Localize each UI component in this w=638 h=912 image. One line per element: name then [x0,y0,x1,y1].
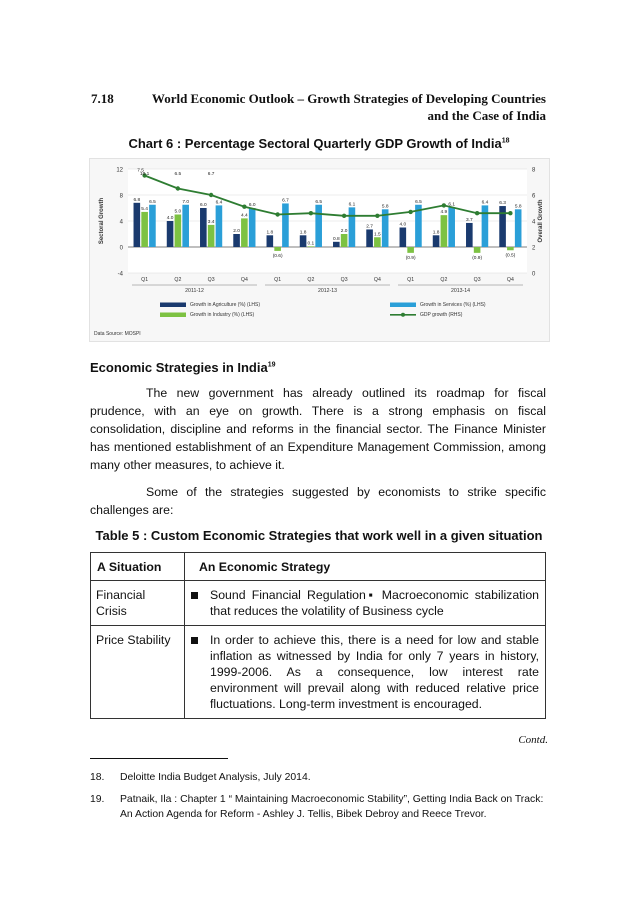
bar [233,234,240,247]
bar-label: 4.4 [241,213,248,219]
chart-title-footnote-ref: 18 [501,137,510,145]
top-label: 10.1 [139,172,150,177]
bar [216,205,223,247]
bar [208,225,215,247]
y-tick-left: 0 [119,245,123,252]
bar [441,215,448,247]
bar [366,229,373,247]
y-tick-left: 8 [119,193,123,200]
y-tick-left: 4 [119,219,123,226]
bar [175,215,182,248]
x-tick-label: Q2 [440,277,448,283]
year-label: 2013-14 [450,288,471,294]
running-title-line-2: and the Case of India [427,108,546,123]
y-tick-right: 8 [532,167,536,174]
x-tick-label: Q1 [274,277,282,283]
bar [308,246,315,247]
bar-label: 5.8 [514,204,522,210]
bullet-icon [191,637,198,644]
section-heading-text: Economic Strategies in India [90,360,268,375]
x-tick-label: Q1 [141,277,149,283]
bar [349,207,356,247]
running-header [91,90,546,124]
bar-label: 5.4 [141,206,148,212]
bar-label: (0.5) [505,253,516,259]
top-label: 6.5 [174,172,182,177]
x-tick-label: Q3 [473,277,481,283]
gdp-point [275,212,279,216]
y-tick-left: -4 [117,271,123,278]
y-tick-right: 4 [532,219,536,226]
gdp-point [342,214,346,218]
footnote-19 [90,792,550,822]
legend-marker [401,313,405,317]
x-tick-label: Q4 [506,277,514,283]
bar [274,247,281,251]
paragraph-2 [90,483,546,519]
y-axis-right-label: Overall Growth [538,199,544,243]
gdp-point [209,193,213,197]
bar [407,247,414,253]
bar [200,208,207,247]
bar-label: 1.8 [266,230,274,236]
top-label: 6.7 [207,172,215,177]
footnote-text: Deloitte India Budget Analysis, July 2014. [120,772,311,783]
bar-label: 4.0 [399,222,407,228]
table-title: Table 5 : Custom Economic Strategies that work well in a given situation [95,528,543,543]
bullet-item [189,587,539,619]
table-header-row [91,553,546,581]
bar [341,234,348,247]
x-tick-label: Q1 [407,277,415,283]
bar [300,235,307,247]
bar [134,203,141,247]
bar-label: 6.7 [282,198,289,204]
y-tick-right: 6 [532,193,536,200]
strategy-text: In order to achieve this, there is a need for low and stable inflation as witnessed by India for only 7 years in history, 1999-2006. As a consequence, low interest rate environment will prevail along with reduced relative price fluctuations. Long-term investment is encouraged. [210,633,539,711]
year-label: 2012-13 [317,288,338,294]
bar-label: (0.6) [272,253,283,259]
x-tick-label: Q3 [207,277,215,283]
bar [466,223,473,247]
bar [448,207,455,247]
gdp-point [176,186,180,190]
bar-label: 1.8 [299,230,307,236]
bar [182,205,189,247]
bar [499,206,506,247]
strategies-table [90,552,546,719]
situation-cell: Financial Crisis [91,581,185,626]
bar [400,228,407,248]
bar-label: (0.9) [405,255,416,261]
bar-label: 5.8 [381,204,389,210]
bar [141,212,148,247]
bar [249,208,256,247]
y-tick-right: 0 [532,271,536,278]
bar [515,209,522,247]
bar [167,221,174,247]
footnote-number: 18. [90,772,105,783]
bar [282,203,289,247]
strategy-cell [185,581,546,626]
bar-label: 6.3 [499,201,506,207]
bar-label: 2.0 [340,229,348,234]
y-tick-right: 2 [532,245,536,252]
bar [149,205,156,247]
bar-label: 6.8 [133,197,141,203]
bar-label: 6.4 [481,200,489,206]
x-tick-label: Q4 [240,277,248,283]
column-header-strategy: An Economic Strategy [185,553,546,581]
bar [315,205,322,247]
bar-label: 6.1 [448,202,456,208]
strategy-cell [185,626,546,719]
gdp-point [309,211,313,215]
column-header-situation: A Situation [91,553,185,581]
paragraph-1 [90,384,546,474]
paragraph-1-text: The new government has already outlined its roadmap for fiscal prudence, with an eye on growth. There is a strong emphasis on fiscal consolidation, discipline and reforms in the financial sector. The Finance Minister has mentioned establishment of an Expenditure Management Commission, among many other measures, to achieve it. [90,386,546,472]
legend-swatch [160,303,186,308]
gdp-label: 7.5 [137,168,144,174]
bar-label: 4.9 [440,210,448,216]
bar-label: 0.8 [332,236,340,242]
gdp-growth-chart [89,158,550,342]
bar-label: 6.0 [199,203,207,208]
bullet-item [189,632,539,712]
paragraph-2-text: Some of the strategies suggested by economists to strike specific challenges are: [90,485,546,517]
bar-label: 3.4 [207,219,215,225]
x-tick-label: Q2 [174,277,182,283]
page-number: 7.18 [91,91,114,106]
strategy-text: Sound Financial Regulation▪ Macroeconomic stabilization that reduces the volatility of Business cycle [210,588,539,618]
bar-label: 5.0 [174,209,182,215]
bullet-icon [191,592,198,599]
legend-label: Growth in Services (%) (LHS) [420,302,486,308]
year-label: 2011-12 [185,288,204,294]
bar-label: 6.1 [348,202,356,208]
x-tick-label: Q3 [340,277,348,283]
bar [333,242,340,247]
bar-label: 1.8 [432,230,440,236]
gdp-point [408,210,412,214]
bar-label: 6.4 [215,200,223,206]
legend-swatch [160,313,186,318]
bar-label: 6.0 [248,203,256,208]
bar [241,218,248,247]
x-tick-label: Q2 [307,277,315,283]
bar-label: 4.0 [166,216,174,221]
legend-label: GDP growth (RHS) [420,312,463,318]
running-title-line-1: World Economic Outlook – Growth Strategies of Developing Countries [151,91,546,106]
x-tick-label: Q4 [373,277,381,283]
gdp-point [242,205,246,209]
legend-swatch [390,303,416,308]
bar [507,247,514,250]
legend-label: Growth in Agriculture (%) (LHS) [190,302,261,308]
bar-label: 0.1 [307,241,315,247]
footnote-number: 19. [90,794,105,805]
chart-title [0,136,638,151]
bar-label: 6.5 [315,199,323,205]
bar-label: (0.9) [472,255,483,261]
section-heading [90,360,276,375]
continued-label: Contd. [518,734,548,746]
section-footnote-ref: 19 [267,361,276,369]
bar [374,237,381,247]
chart-canvas [90,159,549,341]
situation-cell: Price Stability [91,626,185,719]
bar-label: 7.0 [182,199,190,205]
running-title [91,90,546,124]
bar [433,235,440,247]
bar-label: 1.5 [374,232,381,238]
chart-title-text: Chart 6 : Percentage Sectoral Quarterly GDP Growth of India [128,136,502,151]
chart-source: Data Source: MOSPI [94,331,141,337]
footnote-18 [90,770,550,785]
y-axis-left-label: Sectoral Growth [99,197,105,245]
gdp-point [375,214,379,218]
legend-label: Growth in Industry (%) (LHS) [190,312,255,318]
gdp-point [442,203,446,207]
gdp-point [508,211,512,215]
bar [482,205,489,247]
bar-label: 3.7 [465,217,473,223]
bar-label: 6.5 [415,199,422,205]
bar-label: 2.0 [233,229,240,234]
table-row [91,581,546,626]
bar [267,235,274,247]
footnote-separator [90,758,228,759]
footnote-text: Patnaik, Ila : Chapter 1 “ Maintaining Macroeconomic Stability”, Getting India Back on Track: An Action Agenda for Reform - Ashley J. Tellis, Bibek Debroy and Reece Trevor. [120,794,544,820]
bar [474,247,481,253]
bar-label: 6.5 [149,199,156,205]
bar-label: 2.7 [366,224,373,230]
y-tick-left: 12 [116,167,123,174]
table-row [91,626,546,719]
gdp-point [475,211,479,215]
